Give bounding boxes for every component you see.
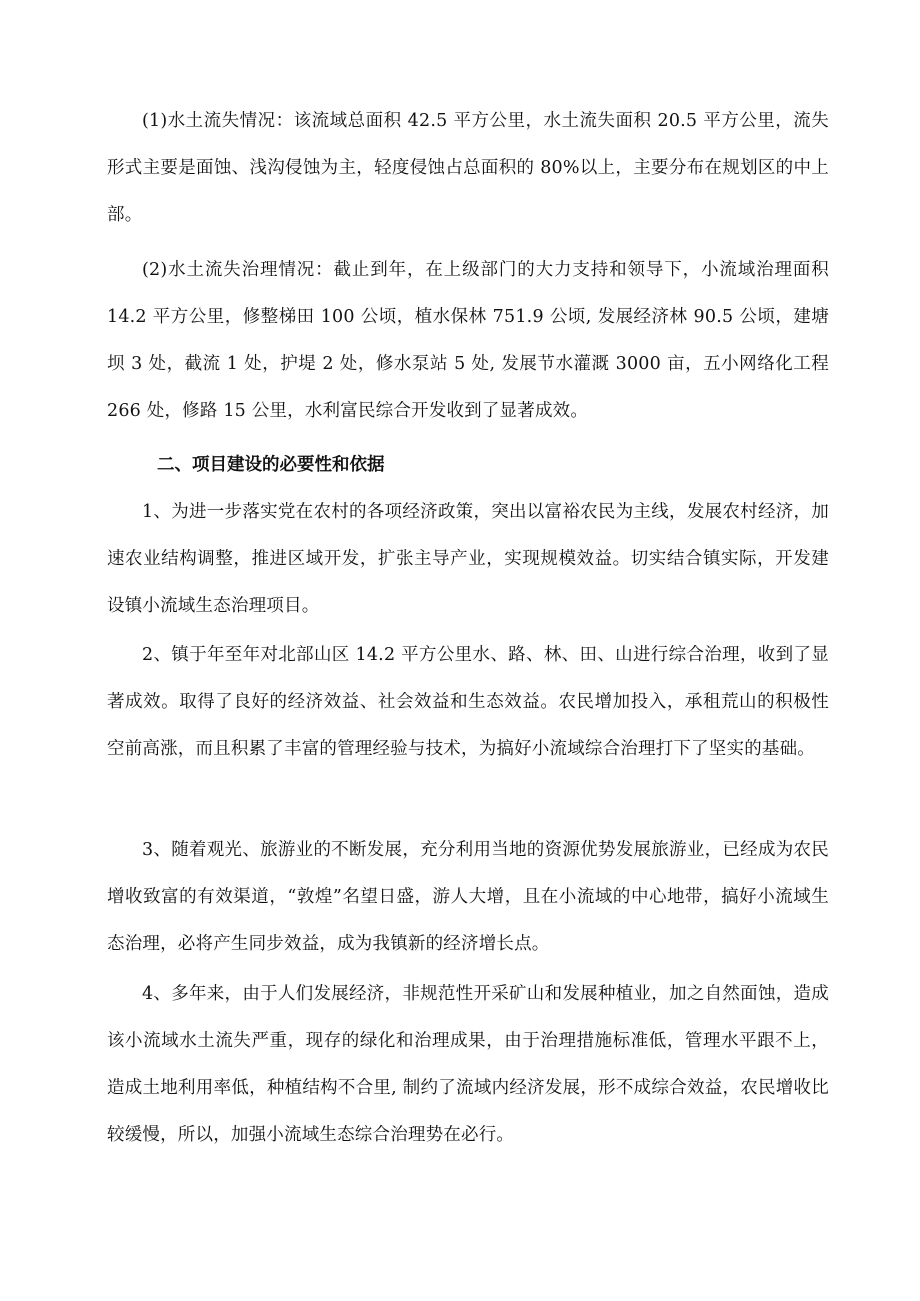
list-item-3: 3、随着观光、旅游业的不断发展，充分利用当地的资源优势发展旅游业，已经成为农民增收致富的有效渠道，“敦煌”名望日盛，游人大增，且在小流域的中心地带，搞好小流域生态治理，必将产生同步效益，成为我镇新的经济增长点。 [107,840,829,954]
paragraph-soil-erosion-status: (1)水土流失情况：该流域总面积 42.5 平方公里，水土流失面积 20.5 平方公里，流失形式主要是面蚀、浅沟侵蚀为主，轻度侵蚀占总面积的 80%以上，主要分布在规划区的中上部。 [107,111,829,225]
list-item-1: 1、为进一步落实党在农村的各项经济政策，突出以富裕农民为主线，发展农村经济，加速农业结构调整，推进区域开发，扩张主导产业，实现规模效益。切实结合镇实际，开发建设镇小流域生态治理项目。 [107,502,829,616]
list-item-2: 2、镇于年至年对北部山区 14.2 平方公里水、路、林、田、山进行综合治理，收到了显著成效。取得了良好的经济效益、社会效益和生态效益。农民增加投入，承租荒山的积极性空前高涨，而且积累了丰富的管理经验与技术，为搞好小流域综合治理打下了坚实的基础。 [107,645,829,759]
section-heading: 二、项目建设的必要性和依据 [157,455,385,475]
list-item-4: 4、多年来，由于人们发展经济，非规范性开采矿山和发展种植业，加之自然面蚀，造成该小流域水土流失严重，现存的绿化和治理成果，由于治理措施标准低，管理水平跟不上，造成土地利用率低，种植结构不合里, 制约了流域内经济发展，形不成综合效益，农民增收比较缓慢，所以，加强小流域生态综合治理势在必行。 [107,984,829,1145]
paragraph-soil-erosion-control: (2)水土流失治理情况：截止到年，在上级部门的大力支持和领导下，小流域治理面积 14.2 平方公里，修整梯田 100 公顷，植水保林 751.9 公顷, 发展经济林 90.5 公顷，建塘坝 3 处，截流 1 处，护堤 2 处，修水泵站 5 处, 发展节水灌溉 3000 亩，五小网络化工程 266 处，修路 15 公里，水利富民综合开发收到了显著成效。 [107,260,829,421]
